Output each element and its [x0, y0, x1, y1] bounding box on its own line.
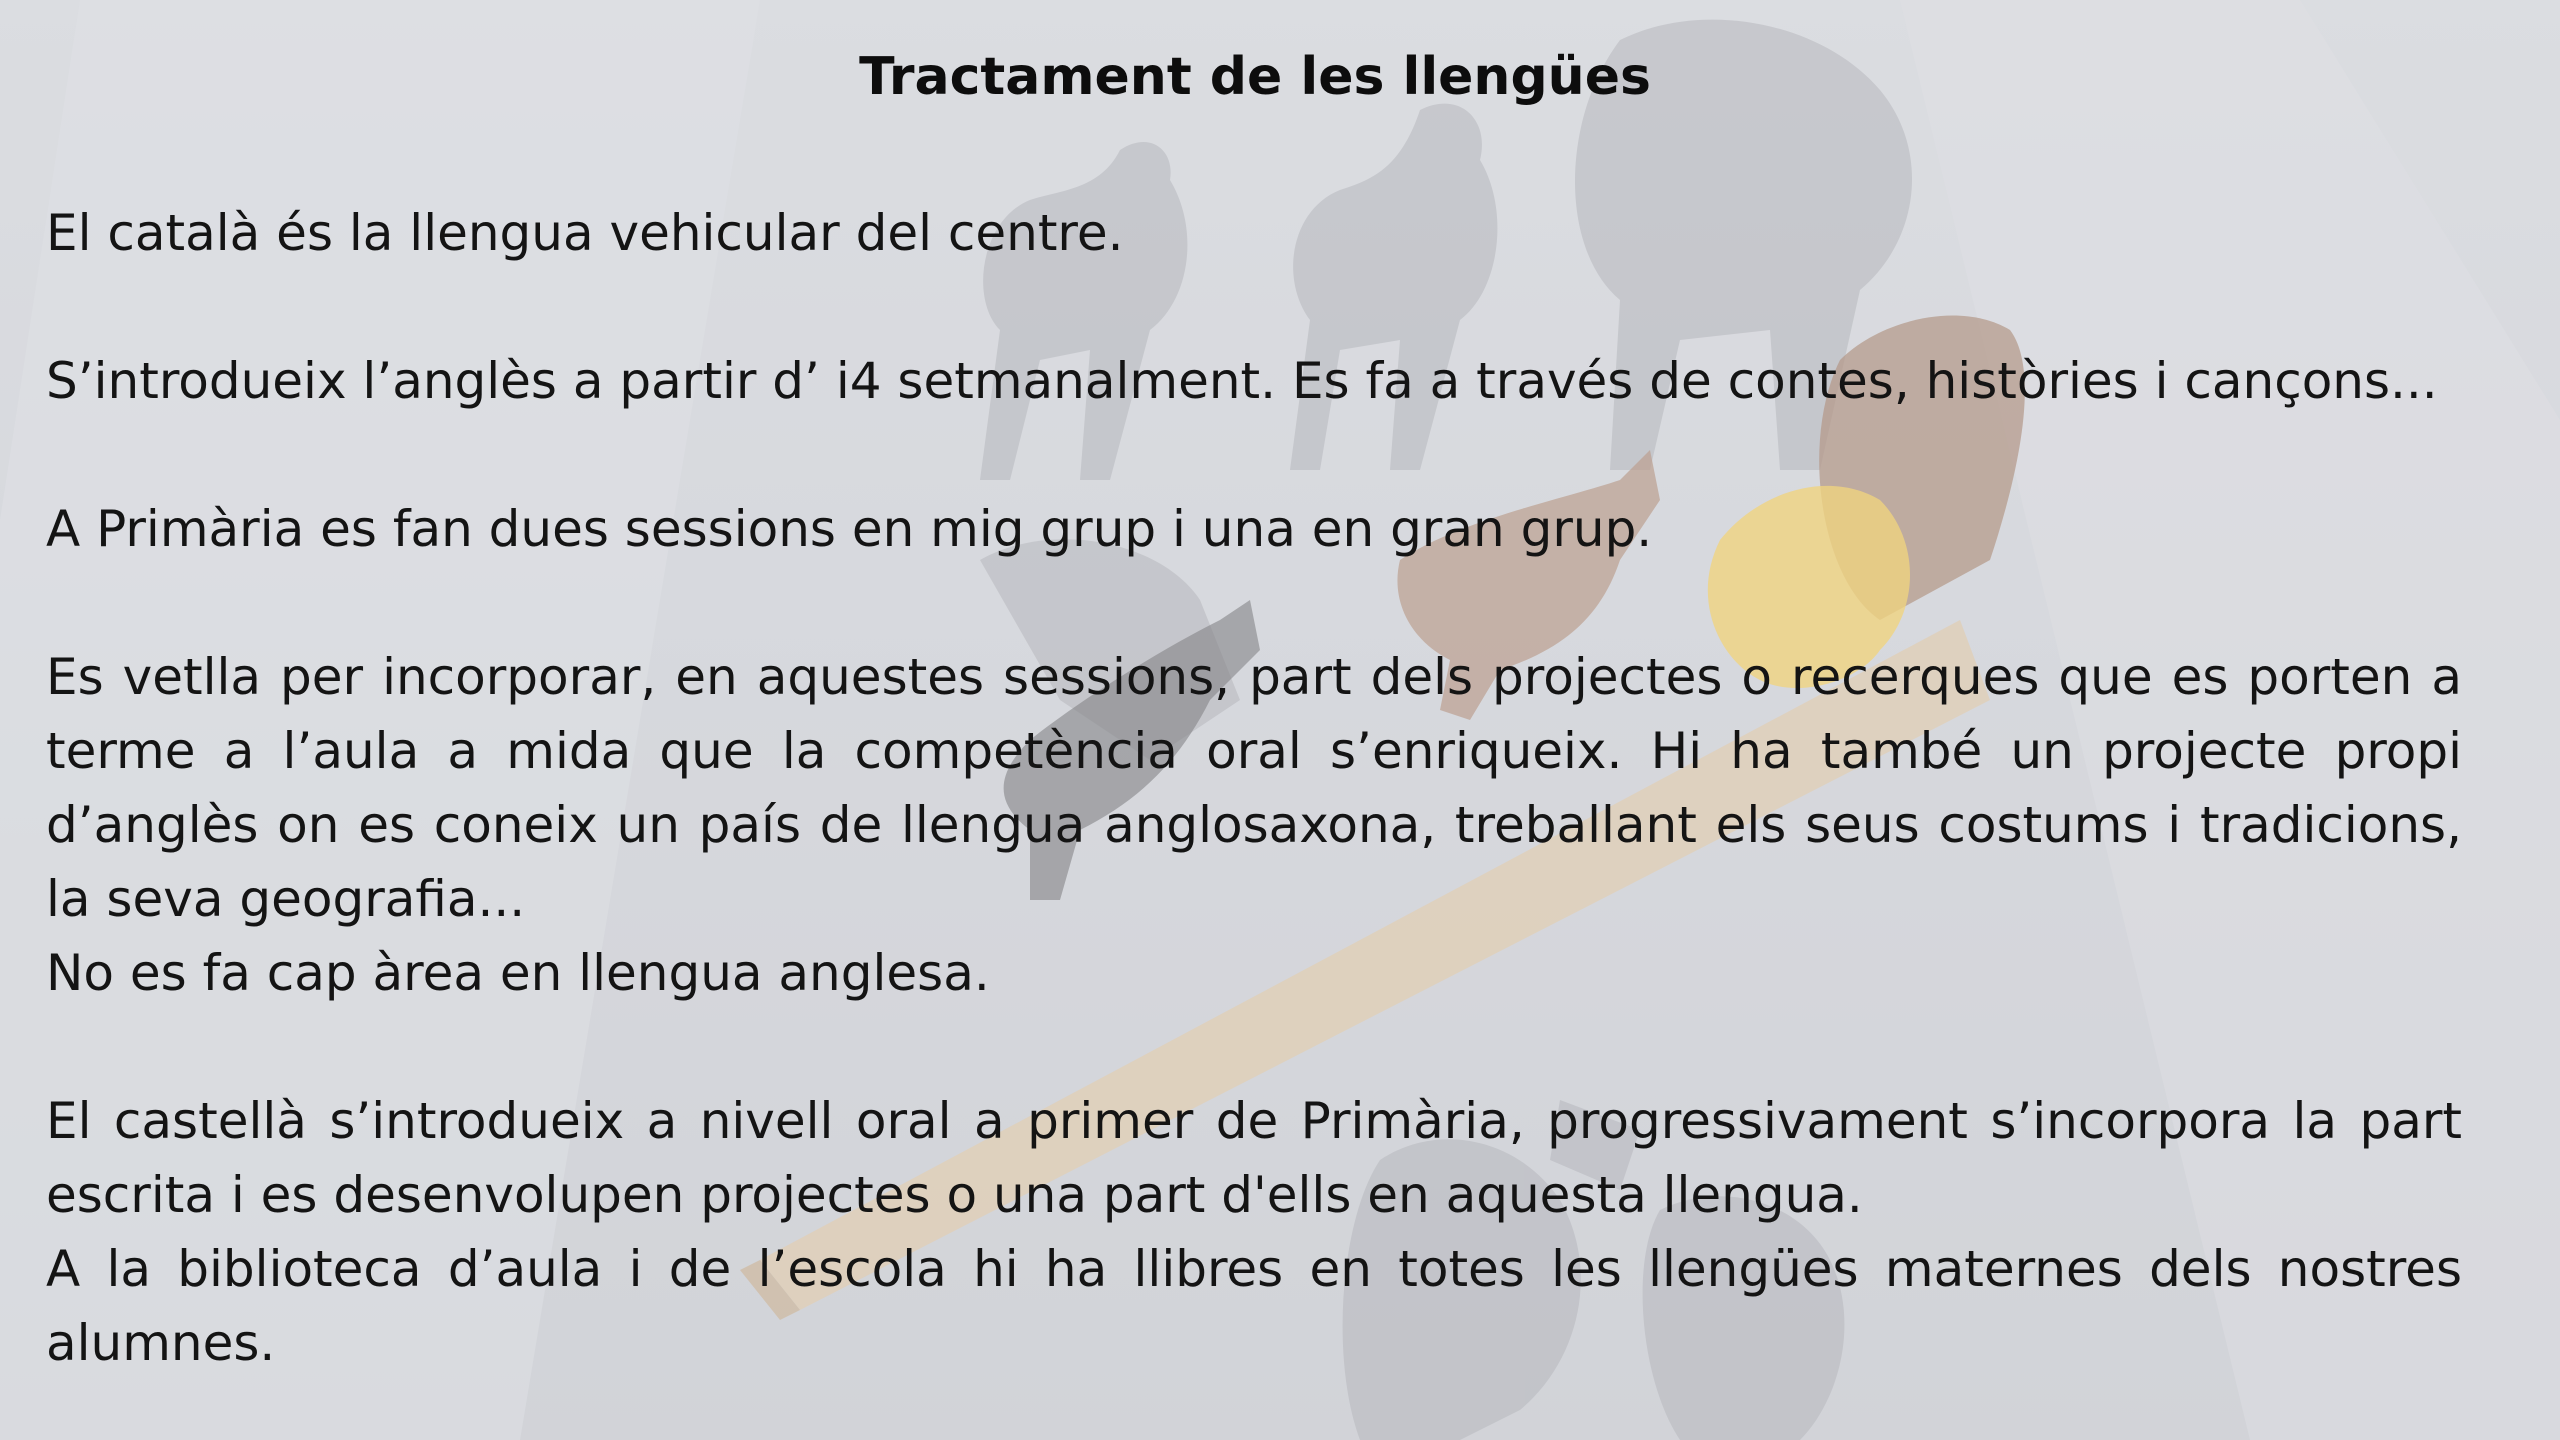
paragraph-line: El castellà s’introdueix a nivell oral a primer de Primària, progressivament s’incorpora la part escrita i es desenvolupen projectes o una part d'ells en aquesta llengua. [46, 1092, 2462, 1224]
paragraph-line: No es fa cap àrea en llengua anglesa. [46, 944, 990, 1002]
slide-title: Tractament de les llengües [859, 47, 1651, 107]
paragraph-vehicular-language [46, 196, 2462, 270]
paragraph-line: S’introdueix l’anglès a partir d’ i4 setmanalment. Es fa a través de contes, històries i cançons... [46, 352, 2438, 410]
paragraph-line: Es vetlla per incorporar, en aquestes sessions, part dels projectes o recerques que es porten a terme a l’aula a mida que la competència oral s’enriqueix. Hi ha també un projecte propi d’anglès on es coneix un país de llengua anglosaxona, treballant els seus costums i tradicions, la seva geografia... [46, 648, 2462, 928]
paragraph-line: El català és la llengua vehicular del centre. [46, 204, 1124, 262]
paragraph-line: A la biblioteca d’aula i de l’escola hi ha llibres en totes les llengües maternes dels nostres alumnes. [46, 1240, 2462, 1372]
paragraph-primary-sessions [46, 492, 2462, 566]
paragraph-spanish [46, 1084, 2462, 1380]
slide-body [46, 196, 2462, 1380]
paragraph-english-projects [46, 640, 2462, 1010]
paragraph-line: A Primària es fan dues sessions en mig grup i una en gran grup. [46, 500, 1653, 558]
paragraph-english-intro [46, 344, 2462, 418]
